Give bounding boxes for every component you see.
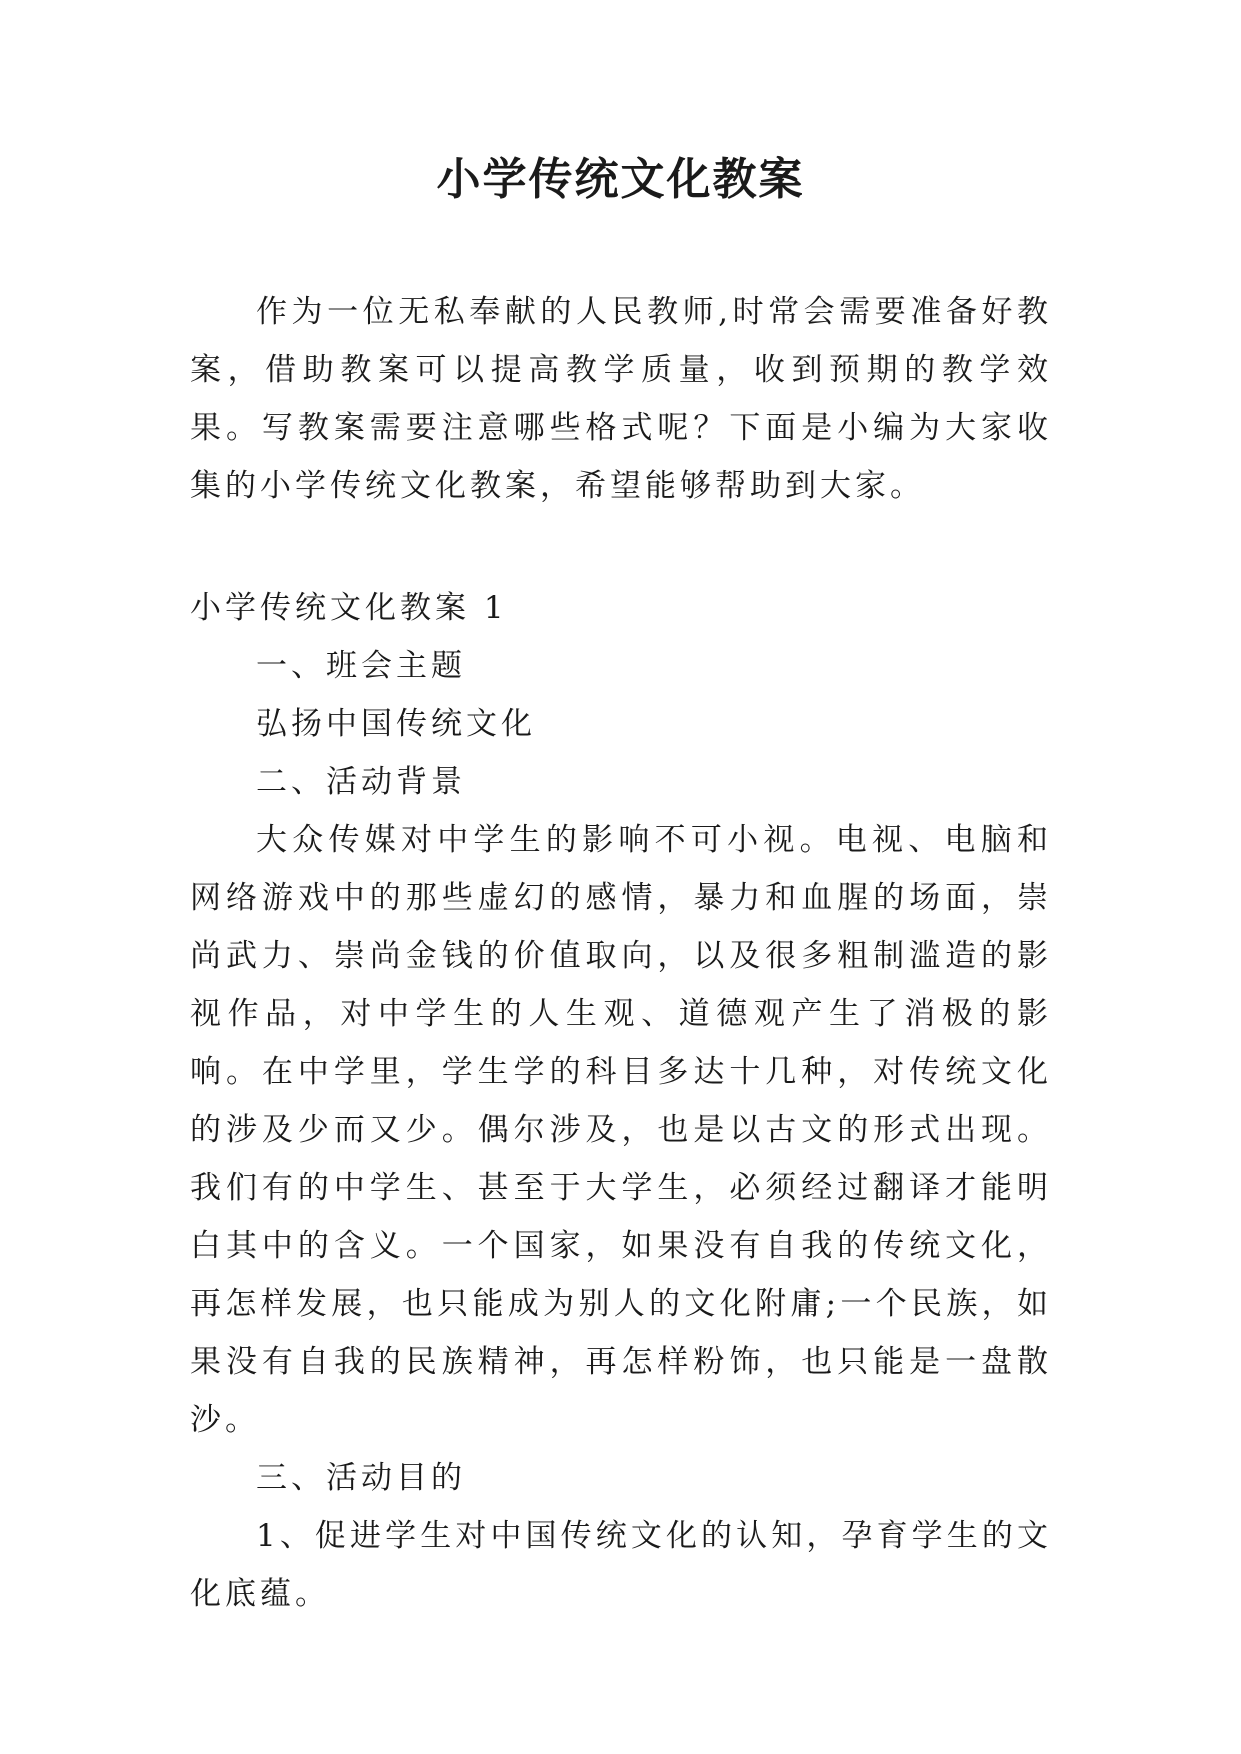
- intro-paragraph: 作为一位无私奉献的人民教师,时常会需要准备好教案，借助教案可以提高教学质量，收到预期的教学效果。写教案需要注意哪些格式呢？下面是小编为大家收集的小学传统文化教案，希望能够帮助到大家。: [190, 294, 1052, 504]
- item3-point1: 1、促进学生对中国传统文化的认知，孕育学生的文化底蕴。: [190, 1518, 1052, 1612]
- intro-block: [190, 283, 1052, 515]
- document-title: 小学传统文化教案: [436, 154, 805, 205]
- item3-heading: 三、活动目的: [256, 1460, 466, 1496]
- item1-text: 弘扬中国传统文化: [256, 706, 536, 742]
- item2-heading: 二、活动背景: [256, 764, 466, 800]
- section-block: [190, 579, 1052, 1623]
- item2-paragraph: 大众传媒对中学生的影响不可小视。电视、电脑和网络游戏中的那些虚幻的感情，暴力和血腥的场面，崇尚武力、崇尚金钱的价值取向，以及很多粗制滥造的影视作品，对中学生的人生观、道德观产生了消极的影响。在中学里，学生学的科目多达十几种，对传统文化的涉及少而又少。偶尔涉及，也是以古文的形式出现。我们有的中学生、甚至于大学生，必须经过翻译才能明白其中的含义。一个国家，如果没有自我的传统文化，再怎样发展，也只能成为别人的文化附庸;一个民族，如果没有自我的民族精神，再怎样粉饰，也只能是一盘散沙。: [190, 822, 1052, 1438]
- section-heading: 小学传统文化教案 1: [190, 590, 508, 626]
- item1-heading: 一、班会主题: [256, 648, 466, 684]
